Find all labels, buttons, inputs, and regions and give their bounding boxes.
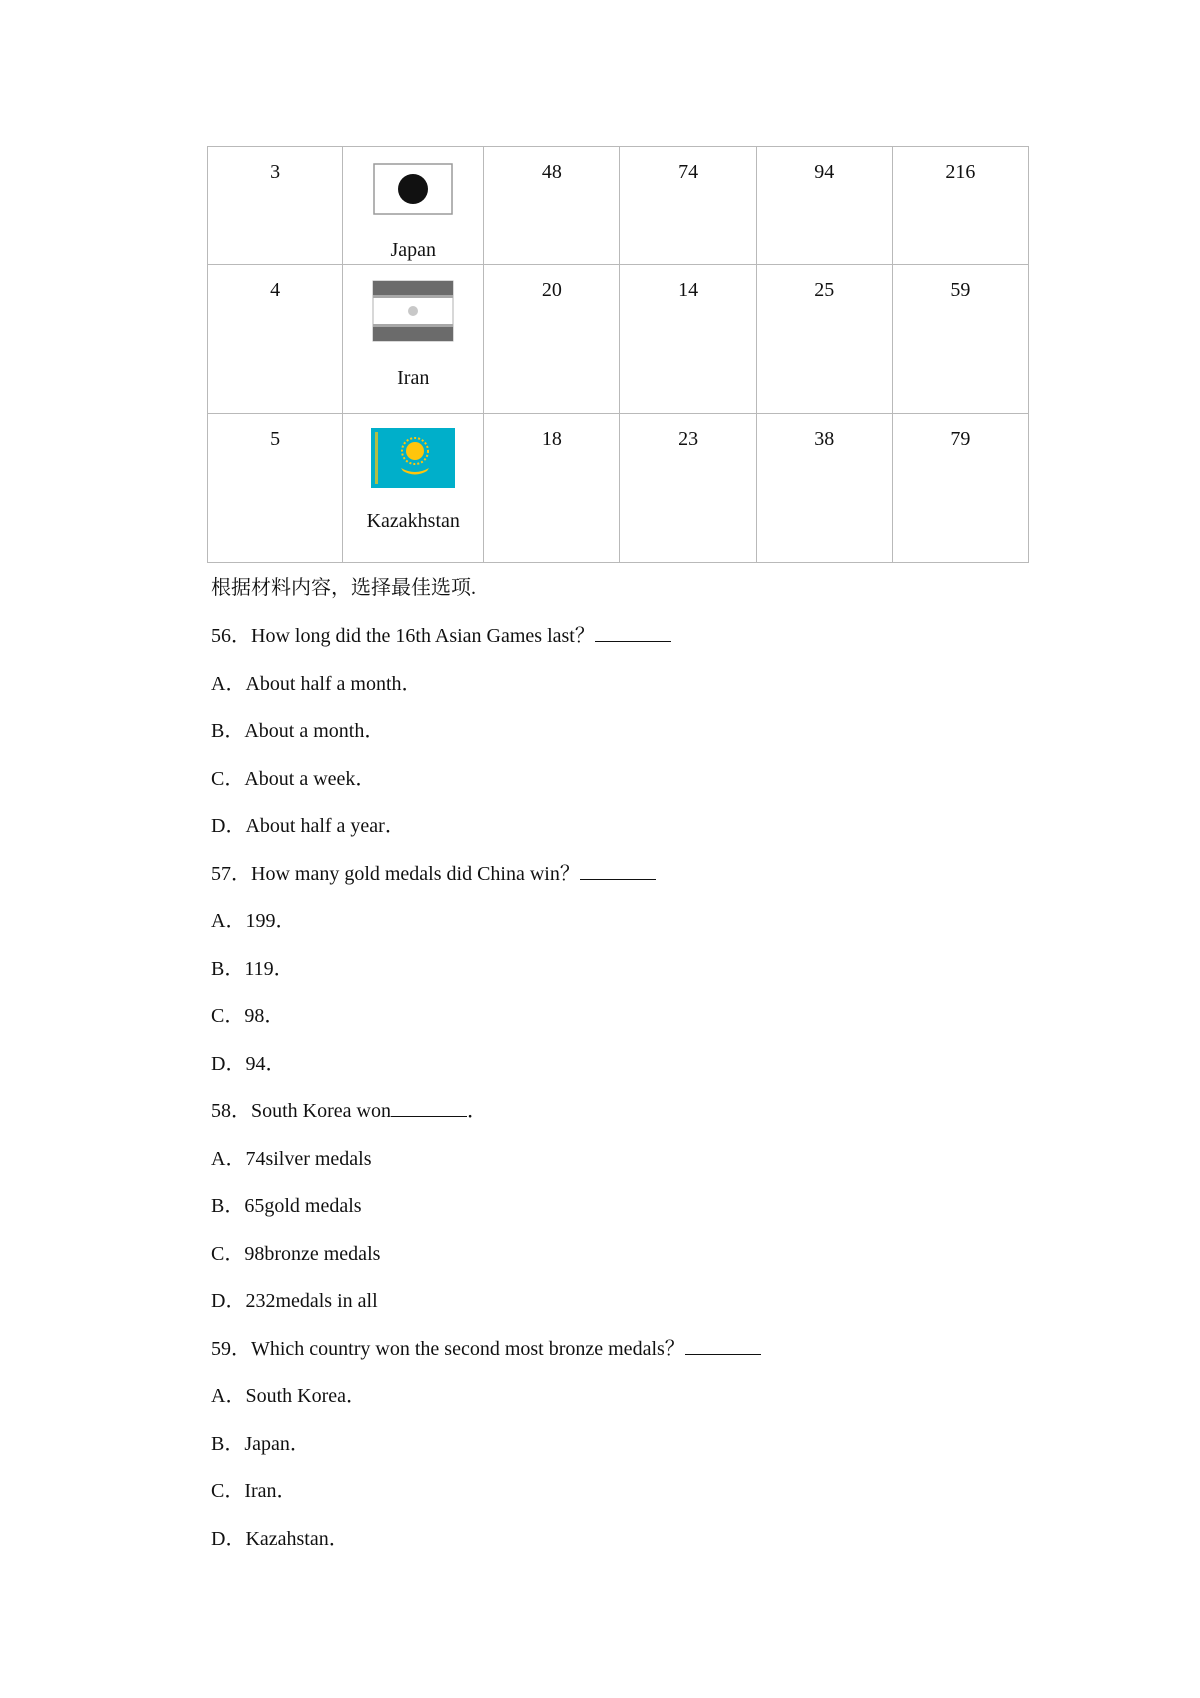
question-stem-end: ． — [466, 1100, 487, 1122]
table-row — [208, 414, 1029, 563]
answer-blank — [391, 1098, 467, 1117]
country-name: Kazakhstan — [366, 510, 460, 532]
japan-flag-icon — [371, 161, 455, 217]
rank-cell: 4 — [208, 265, 343, 414]
country-name: Japan — [390, 239, 437, 261]
option-c: C．Iran． — [211, 1480, 297, 1502]
bronze-cell: 94 — [756, 147, 892, 265]
answer-blank — [580, 861, 656, 880]
rank-cell: 5 — [208, 414, 343, 563]
question-stem: 57．How many gold medals did China win？ — [211, 863, 580, 885]
silver-cell: 74 — [620, 147, 756, 265]
iran-flag-icon — [371, 279, 455, 343]
answer-blank — [595, 623, 671, 642]
rank-cell: 3 — [208, 147, 343, 265]
country-cell — [343, 147, 484, 265]
gold-cell: 20 — [484, 265, 620, 414]
option-b: B．About a month． — [211, 720, 385, 742]
question-58 — [211, 1094, 487, 1123]
question-stem: 56．How long did the 16th Asian Games last？ — [211, 625, 595, 647]
silver-cell: 14 — [620, 265, 756, 414]
answer-blank — [685, 1336, 761, 1355]
total-cell: 79 — [892, 414, 1028, 563]
silver-cell: 23 — [620, 414, 756, 563]
option-a: A．About half a month． — [211, 673, 422, 695]
table-row — [208, 147, 1029, 265]
gold-cell: 18 — [484, 414, 620, 563]
option-b: B．119． — [211, 958, 294, 980]
bronze-cell: 38 — [756, 414, 892, 563]
bronze-cell: 25 — [756, 265, 892, 414]
table-row — [208, 265, 1029, 414]
country-name: Iran — [397, 367, 430, 389]
option-b: B．Japan． — [211, 1433, 310, 1455]
option-a: A．74silver medals — [211, 1148, 372, 1170]
gold-cell: 48 — [484, 147, 620, 265]
question-57 — [211, 857, 656, 886]
question-stem: 58．South Korea won — [211, 1100, 391, 1122]
country-cell — [343, 414, 484, 563]
option-c: C．98bronze medals — [211, 1243, 381, 1265]
question-59 — [211, 1332, 761, 1361]
total-cell: 59 — [892, 265, 1028, 414]
country-cell — [343, 265, 484, 414]
option-c: C．98． — [211, 1005, 285, 1027]
question-stem: 59．Which country won the second most bronze medals？ — [211, 1338, 685, 1360]
option-c: C．About a week． — [211, 768, 376, 790]
option-d: D．Kazahstan． — [211, 1528, 349, 1550]
option-a: A．South Korea． — [211, 1385, 366, 1407]
kazakhstan-flag-icon — [371, 428, 455, 488]
option-d: D．232medals in all — [211, 1290, 378, 1312]
option-d: D．94． — [211, 1053, 286, 1075]
option-b: B．65gold medals — [211, 1195, 362, 1217]
medal-table — [207, 146, 1029, 563]
option-d: D．About half a year． — [211, 815, 405, 837]
question-56 — [211, 619, 671, 648]
instruction-text: 根据材料内容，选择最佳选项. — [211, 577, 476, 599]
total-cell: 216 — [892, 147, 1028, 265]
option-a: A．199． — [211, 910, 296, 932]
